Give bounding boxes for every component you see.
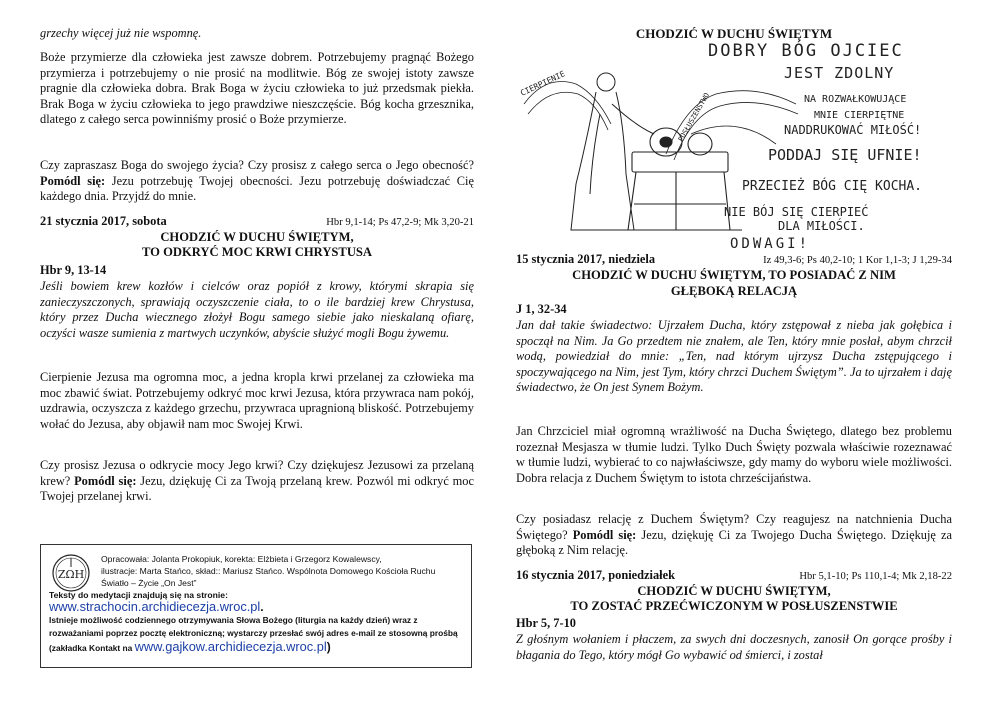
question-paragraph: Czy posiadasz relację z Duchem Świętym? Czy reagujesz na natchnienia Ducha Świętego? Pomódl się: Jezu, dziękuję Ci za Twojego Ducha Świętego. Dziękuję za głęboką z Nim relację. [516, 512, 952, 558]
credit-line: Światło – Życie „On Jest” [101, 578, 197, 588]
day-date: 15 stycznia 2017, niedziela [516, 252, 656, 266]
day-header [516, 252, 952, 269]
day-date: 16 stycznia 2017, poniedziałek [516, 568, 676, 582]
readings-refs: Hbr 9,1-14; Ps 47,2-9; Mk 3,20-21 [326, 217, 474, 228]
day-title-1: CHODZIĆ W DUCHU ŚWIĘTYM, [160, 230, 354, 244]
hand-drawn-illustration [516, 34, 952, 250]
scripture-ref: Hbr 9, 13-14 [40, 263, 107, 277]
paragraph: Boże przymierze dla człowieka jest zawsze dobrem. Potrzebujemy pragnąć Bożego przymierza i potrzebujemy o nie prosić na modlitwie. Bóg ze swojej istoty zawsze pragnie dla człowieka dobra. Brak Boga w życiu człowieka to już przedsmak piekła. Brak Boga w życiu człowieka to jego prawdziwe nieszczęście. Bóg kocha grzesznika, dlatego z całego serca powinniśmy prosić o Boże przymierze. [40, 50, 474, 127]
day-title-2: GŁĘBOKĄ RELACJĄ [670, 284, 798, 298]
email-note: Istnieje możliwość codziennego otrzymywania Słowa Bożego (liturgia na każdy dzień) wraz z rozważaniami poprzez pocztę elektroniczną; wystarczy przesłać swój adres e-mail ze stosowną prośbą (zakładka Kontakt na www.gajkow.archidiecezja.wroc.pl) [49, 615, 458, 654]
zoe-logo [51, 553, 91, 593]
scripture-reading: Z głośnym wołaniem i płaczem, za swych dni doczesnych, zanosił On gorące prośby i błagania do Tego, który mógł Go wybawić od śmierci, i został [516, 632, 952, 662]
illustration-title: CHODZIĆ W DUCHU ŚWIĘTYM [635, 26, 833, 41]
illus-text: DOBRY BÓG OJCIEC [708, 41, 904, 61]
illus-text: PODDAJ SIĘ UFNIE! [768, 146, 922, 164]
illus-text: MNIE CIERPIĘTNE [814, 110, 905, 121]
illus-text: JEST ZDOLNY [784, 64, 895, 82]
link-row: www.strachocin.archidiecezja.wroc.pl. [49, 599, 264, 614]
paragraph: Cierpienie Jezusa ma ogromna moc, a jedna kropla krwi przelanej za człowieka ma moc zbawić świat. Potrzebujemy odkryć moc krwi Jezusa, która przywraca nam pokój, uzdrawia, oczyszcza z każdego grzechu, przywraca upragnioną bliskość. Potrzebujemy wołać do Jezusa, aby objawił nam moc Swojej Krwi. [40, 370, 474, 431]
credits-box [40, 544, 472, 668]
paragraph: Jan Chrzciciel miał ogromną wrażliwość na Ducha Świętego, dlatego bez problemu rozeznał Mesjasza w tłumie ludzi. Tylko Duch Święty pozwala właściwie rozeznawać w tłumie ludzi, wybierać to co najwłaściwsze, gdy mamy do wyboru wiele możliwości. Dobra relacja z Duchem Świętym to istota chrześcijaństwa. [516, 424, 952, 485]
illus-text: NIE BÓJ SIĘ CIERPIEĆ [724, 205, 869, 219]
continuation-line: grzechy więcej już nie wspomnę. [40, 26, 202, 40]
readings-refs: Hbr 5,1-10; Ps 110,1-4; Mk 2,18-22 [799, 571, 952, 582]
gajkow-link[interactable]: www.gajkow.archidiecezja.wroc.pl [134, 639, 327, 654]
day-title-1: CHODZIĆ W DUCHU ŚWIĘTYM, [637, 584, 831, 598]
illus-text: NA ROZWAŁKOWUJĄCE [804, 94, 907, 105]
day-header [40, 214, 474, 231]
illus-text: ODWAGI! [730, 236, 811, 250]
svg-text:ZΩH: ZΩH [57, 568, 85, 581]
credit-line: Opracowała: Jolanta Prokopiuk, korekta: Elżbieta i Grzegorz Kowalewscy, [101, 554, 382, 564]
readings-refs: Iz 49,3-6; Ps 40,2-10; 1 Kor 1,1-3; J 1,29-34 [763, 255, 952, 266]
scripture-ref: Hbr 5, 7-10 [516, 616, 577, 630]
illus-text: PRZECIEŻ BÓG CIĘ KOCHA. [742, 179, 923, 194]
day-header [516, 568, 952, 585]
scripture-reading: Jeśli bowiem krew kozłów i cielców oraz popiół z krowy, którymi skrapia się zanieczyszczonych, sprawiają oczyszczenie ciała, to o ile bardziej krew Chrystusa, który przez Ducha wiecznego złożył Bogu samego siebie jako nieskalaną ofiarę, oczyści wasze sumienia z martwych uczynków, abyście służyć mogli Bogu żywemu. [40, 279, 474, 340]
day-title-2: TO ZOSTAĆ PRZEĆWICZONYM W POSŁUSZENSTWIE [570, 599, 898, 613]
illus-text: CIERPIENIE [519, 69, 567, 98]
day-title-1: CHODZIĆ W DUCHU ŚWIĘTYM, TO POSIADAĆ Z NIM [572, 268, 896, 282]
day-title-2: TO ODKRYĆ MOC KRWI CHRYSTUSA [141, 245, 373, 259]
credit-line: ilustracje: Marta Stańco, skład:: Mariusz Stańco. Wspólnota Domowego Kościoła Ruchu [101, 566, 436, 576]
day-date: 21 stycznia 2017, sobota [40, 214, 167, 228]
illus-text: DLA MIŁOŚCI. [778, 219, 865, 233]
scripture-ref: J 1, 32-34 [516, 302, 567, 316]
strachocin-link[interactable]: www.strachocin.archidiecezja.wroc.pl [49, 599, 261, 614]
illus-text: POSŁUSZEŃSTWO [676, 91, 712, 143]
question-paragraph: Czy prosisz Jezusa o odkrycie mocy Jego krwi? Czy dziękujesz Jezusowi za przelaną krew? Pomódl się: Jezu, dziękuję Ci za Twoją przelaną krew. Pozwól mi odkryć moc Twojej przelanej krwi. [40, 458, 474, 504]
scripture-reading: Jan dał takie świadectwo: Ujrzałem Ducha, który zstępował z nieba jak gołębica i spoczął na Nim. Ja Go przedtem nie znałem, ale Ten, który mnie posłał, abym chrzcił wodą, powiedział do mnie: „Ten, nad którym ujrzysz Ducha zstępującego i spoczywającego na Nim, jest Tym, który chrzci Duchem Świętym”. Ja to ujrzałem i daję świadectwo, że On jest Synem Bożym. [516, 318, 952, 395]
illus-text: NADDRUKOWAĆ MIŁOŚĆ! [784, 123, 922, 137]
question-paragraph: Czy zapraszasz Boga do swojego życia? Czy prosisz z całego serca o Jego obecność? Pomódl się: Jezu potrzebuję Twojej obecności. Jezu potrzebuję doświadczać Cię każdego dnia. Przyjdź do mnie. [40, 158, 474, 204]
meditation-note: Teksty do medytacji znajdują się na stronie: [49, 590, 228, 600]
